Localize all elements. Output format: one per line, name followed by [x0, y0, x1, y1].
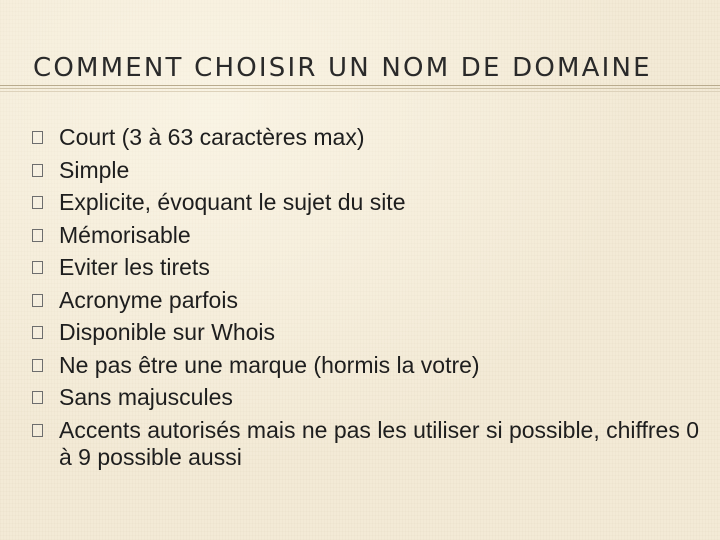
bullet-item [32, 121, 702, 154]
square-bullet-icon [32, 261, 43, 274]
bullet-item [32, 284, 702, 317]
bullet-text: Acronyme parfois [59, 286, 238, 313]
bullet-item [32, 219, 702, 252]
square-bullet-icon [32, 391, 43, 404]
bullet-text: Eviter les tirets [59, 254, 210, 280]
bullet-item [32, 381, 702, 414]
bullet-item [32, 186, 702, 219]
bullet-item [32, 414, 702, 471]
bullet-list [32, 121, 702, 471]
bullet-item [32, 251, 702, 284]
title-divider [0, 84, 720, 95]
square-bullet-icon [32, 196, 43, 209]
square-bullet-icon [32, 294, 43, 307]
bullet-item [32, 154, 702, 187]
square-bullet-icon [32, 326, 43, 339]
square-bullet-icon [32, 229, 43, 242]
square-bullet-icon [32, 131, 43, 144]
bullet-text: Simple [59, 156, 130, 183]
bullet-text: Ne pas être une marque (hormis la votre) [59, 351, 480, 378]
bullet-text: Mémorisable [59, 221, 191, 248]
bullet-item [32, 349, 702, 382]
bullet-item [32, 316, 702, 349]
bullet-text: Sans majuscules [59, 384, 233, 410]
square-bullet-icon [32, 164, 43, 177]
bullet-text: Explicite, évoquant le sujet du site [59, 189, 406, 215]
square-bullet-icon [32, 424, 43, 437]
bullet-text: Accents autorisés mais ne pas les utiliser si possible, chiffres 0 à 9 possible aussi [59, 416, 700, 470]
bullet-text: Disponible sur Whois [59, 319, 276, 345]
slide-title: COMMENT CHOISIR UN NOM DE DOMAINE [33, 53, 652, 83]
bullet-text: Court (3 à 63 caractères max) [59, 124, 365, 150]
square-bullet-icon [32, 359, 43, 372]
